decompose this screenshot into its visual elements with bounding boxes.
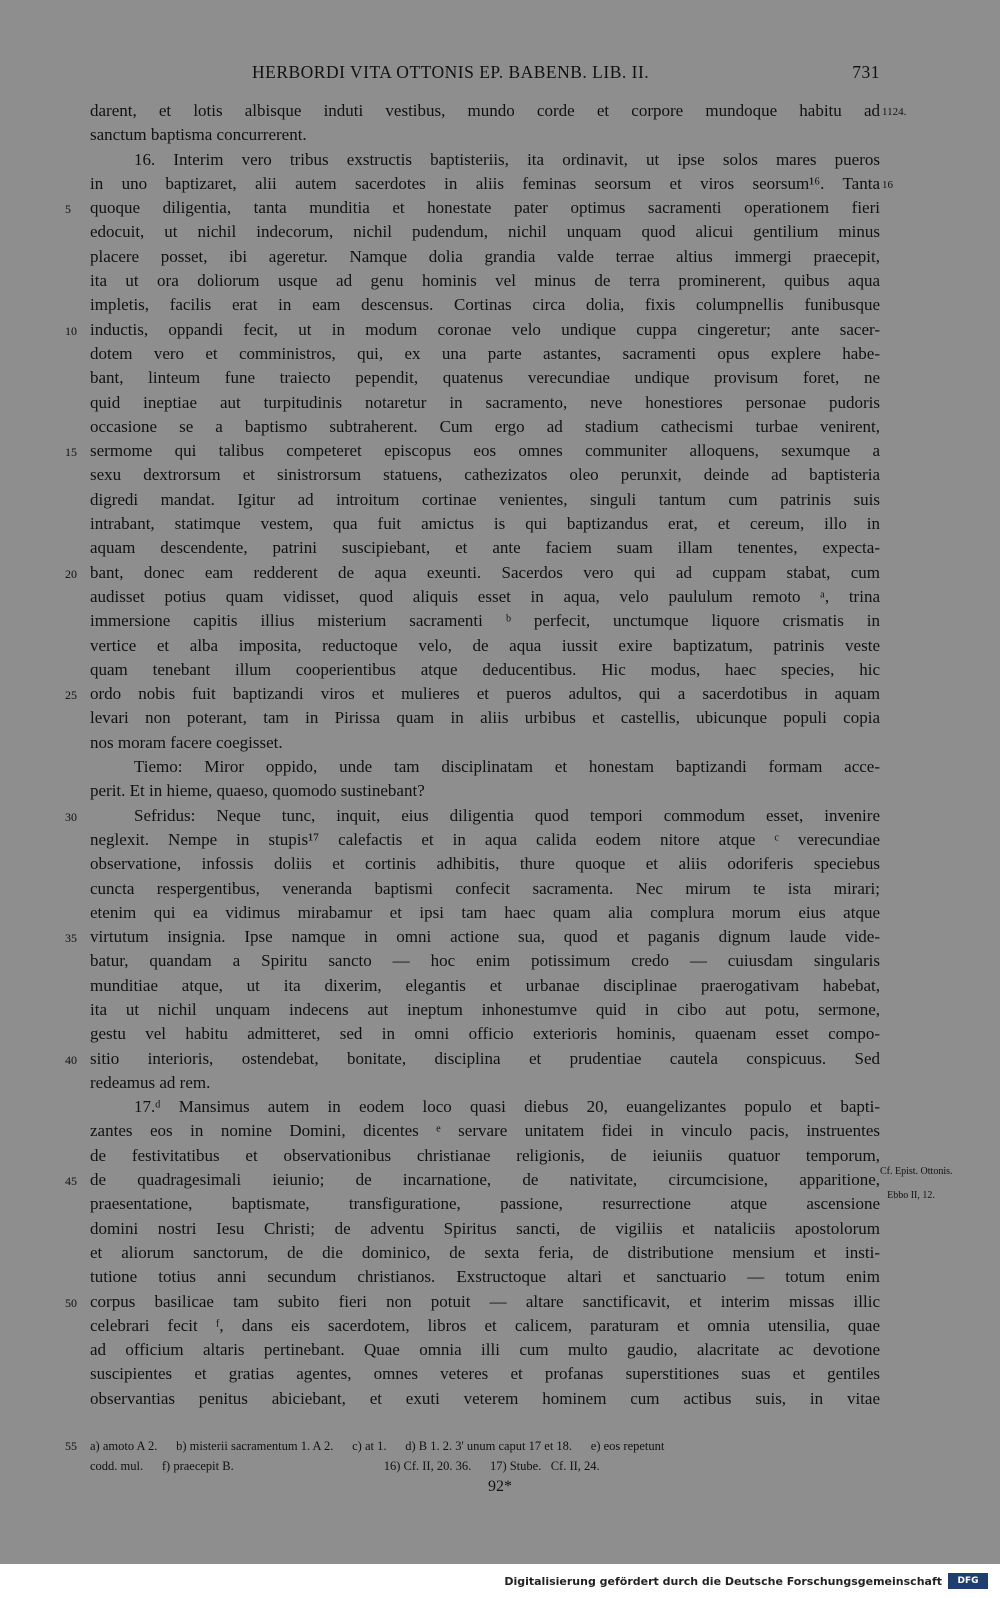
text-line [90, 391, 880, 415]
line-text: Tiemo: Miror oppido, unde tam disciplinatam et honestam baptizandi formam acce- [134, 757, 880, 777]
footnote-text: codd. mul. f) praecepit B. 16) Cf. II, 20. 36. 17) Stube. Cf. II, 24. [90, 1459, 600, 1473]
line-text: zantes eos in nomine Domini, dicentes ᵉ servare unitatem fidei in vinculo pacis, instruentes [90, 1121, 880, 1141]
line-text: ita ut ora doliorum usque ad genu hominis vel minus de terra prominerent, quibus aqua [90, 271, 880, 291]
line-text: de festivitatibus et observationibus christianae religionis, de ieiuniis quatuor temporum, [90, 1145, 880, 1165]
line-text: sermome qui talibus competeret episcopus eos omnes communiter alloquens, sexumque a [90, 441, 880, 461]
text-line [90, 901, 880, 925]
funding-credit: Digitalisierung gefördert durch die Deutsche Forschungsgemeinschaft [504, 1575, 942, 1588]
margin-note: Cf. Epist. Ottonis. [880, 1166, 953, 1178]
line-text: de quadragesimali ieiunio; de incarnatione, de nativitate, circumcisione, apparitione, [90, 1170, 880, 1190]
text-line [90, 877, 880, 901]
text-line [65, 804, 880, 828]
text-line [90, 123, 880, 147]
text-line [65, 318, 880, 342]
line-text: etenim qui ea vidimus mirabamur et ipsi tam haec quam alia complura morum eius atque [90, 902, 880, 922]
running-header [90, 62, 880, 88]
text-line [90, 293, 880, 317]
text-line [65, 1290, 880, 1314]
line-text: et aliorum sanctorum, de die dominico, de sexta feria, de distributione mensium et insti- [90, 1242, 880, 1262]
text-line [90, 342, 880, 366]
line-text: inductis, oppandi fecit, ut in modum coronae velo undique cuppa cingeretur; ante sacer- [90, 319, 880, 339]
line-text: audisset potius quam vidisset, quod aliquis esset in aqua, velo paululum remoto ᵃ, trina [90, 586, 880, 606]
line-text: munditiae atque, ut ita dixerim, elegantis et urbanae disciplinae praerogativam habebat, [90, 975, 880, 995]
text-line [90, 755, 880, 779]
text-line [90, 998, 880, 1022]
line-text: domini nostri Iesu Christi; de adventu Spiritus sancti, de vigiliis et nataliciis apostolorum [90, 1218, 880, 1238]
line-number: 40 [65, 1052, 77, 1067]
margin-note: Ebbo II, 12. [887, 1190, 935, 1202]
text-line [90, 148, 880, 172]
line-text: 16. Interim vero tribus exstructis baptisteriis, ita ordinavit, ut ipse solos mares pueros [134, 149, 880, 169]
text-line [90, 1338, 880, 1362]
line-text: batur, quandam a Spiritu sancto — hoc enim potissimum credo — cuiusdam singularis [90, 951, 880, 971]
line-text: redeamus ad rem. [90, 1072, 211, 1092]
text-line [90, 463, 880, 487]
footnote-text: a) amoto A 2. b) misterii sacramentum 1. A 2. c) at 1. d) B 1. 2. 3' unum caput 17 et 18. e) eos repetunt [90, 1439, 665, 1453]
text-line [90, 706, 880, 730]
text-line [90, 1071, 880, 1095]
line-text: bant, donec eam redderent de aqua exeunti. Sacerdos vero qui ad cuppam stabat, cum [90, 562, 880, 582]
line-text: in uno baptizaret, alii autem sacerdotes in aliis feminas seorsum et viros seorsum¹⁶. Tanta [90, 173, 880, 193]
line-text: occasione se a baptismo subtraherent. Cum ergo ad stadium cathecismi turbae venirent, [90, 416, 880, 436]
line-text: impletis, facilis erat in eam descensus. Cortinas circa dolia, fixis columpnellis funibusque [90, 295, 880, 315]
text-line [90, 1314, 880, 1338]
line-text: Sefridus: Neque tunc, inquit, eius diligentia quod tempori commodum esset, invenire [134, 805, 880, 825]
text-line [90, 512, 880, 536]
text-line [90, 245, 880, 269]
text-line [90, 366, 880, 390]
text-line [90, 172, 893, 196]
line-text: quoque diligentia, tanta munditia et honestate pater optimus sacramenti operationem fieri [90, 198, 880, 218]
text-line [65, 1047, 880, 1071]
line-text: celebrari fecit ᶠ, dans eis sacerdotem, libros et calicem, paraturam et omnia utensilia, quae [90, 1315, 880, 1335]
line-number: 10 [65, 323, 77, 338]
line-text: dotem vero et comministros, qui, ex una parte astantes, sacramenti opus explere habe- [90, 343, 880, 363]
line-text: perit. Et in hieme, quaeso, quomodo sustinebant? [90, 781, 425, 801]
line-text: bant, linteum fune traiecto pependit, quatenus verecundiae undique provisum foret, ne [90, 368, 880, 388]
line-text: ad officium altaris pertinebant. Quae omnia illi cum multo gaudio, alacritate ac devotione [90, 1340, 880, 1360]
line-number: 5 [65, 202, 71, 217]
text-line [90, 634, 880, 658]
line-number: 35 [65, 931, 77, 946]
text-line [90, 1362, 880, 1386]
line-text: 17.ᵈ Mansimus autem in eodem loco quasi diebus 20, euangelizantes populo et bapti- [134, 1097, 880, 1117]
line-text: sitio interioris, ostendebat, bonitate, disciplina et prudentiae cautela conspicuus. Sed [90, 1048, 880, 1068]
text-line [90, 99, 907, 123]
line-text: observantias penitus abiciebant, et exuti veterem hominem cum actibus suis, in vitae [90, 1388, 880, 1408]
line-text: levari non poterant, tam in Pirissa quam in aliis urbibus et castellis, ubicunque populi copia [90, 708, 880, 728]
dfg-logo: DFG [948, 1573, 988, 1589]
text-line [90, 585, 880, 609]
line-number: 50 [65, 1295, 77, 1310]
line-number: 45 [65, 1174, 77, 1189]
line-text: ita ut nichil unquam indecens aut ineptum inhonestumve quid in cibo aut potu, sermone, [90, 999, 880, 1019]
text-line [90, 488, 880, 512]
line-text: digredi mandat. Igitur ad introitum cortinae venientes, singuli tantum cum patrinis suis [90, 489, 880, 509]
line-text: gestu vel habitu admitteret, sed in omni officio exterioris hominis, quaenam esset compo- [90, 1024, 880, 1044]
line-text: ordo nobis fuit baptizandi viros et mulieres et pueros adultos, qui a sacerdotibus in aquam [90, 684, 880, 704]
footnote-line [90, 1456, 880, 1476]
text-line [65, 196, 880, 220]
line-text: sanctum baptisma concurrerent. [90, 125, 307, 145]
text-line [90, 949, 880, 973]
text-line [90, 779, 880, 803]
line-text: tutione totius anni secundum christianos. Exstructoque altari et sanctuario — totum enim [90, 1267, 880, 1287]
text-line [65, 682, 880, 706]
text-line [90, 1022, 880, 1046]
line-number: 25 [65, 688, 77, 703]
page-number: 731 [852, 62, 880, 82]
text-line [90, 1387, 880, 1411]
line-text: aquam descendente, patrini suscipiebant, et ante faciem suam illam tenentes, expecta- [90, 538, 880, 558]
signature-mark: 92* [488, 1478, 512, 1495]
line-text: placere posset, ibi ageretur. Namque dolia grandia valde terrae altius immergi praecepit, [90, 246, 880, 266]
line-number: 55 [65, 1439, 77, 1453]
running-title: HERBORDI VITA OTTONIS EP. BABENB. LIB. II. [252, 62, 650, 82]
footnote-line [65, 1436, 880, 1456]
text-line [90, 609, 880, 633]
text-line [90, 852, 880, 876]
footer-bar [0, 1564, 1000, 1598]
line-text: virtutum insignia. Ipse namque in omni actione sua, quod et paganis dignum laude vide- [90, 927, 880, 947]
line-text: praesentatione, baptismate, transfiguratione, passione, resurrectione atque ascensione [90, 1194, 880, 1214]
text-line [65, 925, 880, 949]
text-line [90, 220, 880, 244]
text-line [90, 536, 880, 560]
footnotes [65, 1436, 880, 1476]
margin-note: 16 [882, 178, 893, 191]
line-number: 30 [65, 809, 77, 824]
text-line [90, 269, 880, 293]
text-line [90, 828, 880, 852]
line-text: observatione, infossis doliis et cortinis adhibitis, thure quoque et aliis odoriferis speciebus [90, 854, 880, 874]
text-line [90, 1265, 880, 1289]
text-line [90, 1217, 880, 1241]
line-text: cuncta respergentibus, veneranda baptismi confecit sacramenta. Nec mirum te ista mirari; [90, 878, 880, 898]
line-text: quid ineptiae aut turpitudinis notaretur in sacramento, neve honestiores personae pudoris [90, 392, 880, 412]
text-line [90, 1144, 880, 1168]
line-text: immersione capitis illius misterium sacramenti ᵇ perfecit, unctumque liquore crismatis in [90, 611, 880, 631]
line-text: quam tenebant illum cooperientibus atque deducentibus. Hic modus, haec species, hic [90, 659, 880, 679]
line-text: neglexit. Nempe in stupis¹⁷ calefactis et in aqua calida eodem nitore atque ᶜ verecundiae [90, 829, 880, 849]
line-text: vertice et alba imposita, reductoque velo, de aqua iussit exire baptizatum, patrinis veste [90, 635, 880, 655]
text-line [65, 1166, 953, 1192]
text-line [90, 731, 880, 755]
line-text: sexu dextrorsum et sinistrorsum statuens, cathezizatos oleo perunxit, deinde ad baptisteria [90, 465, 880, 485]
text-line [90, 974, 880, 998]
line-text: corpus basilicae tam subito fieri non potuit — altare sanctificavit, et interim missas illic [90, 1291, 880, 1311]
text-line [90, 658, 880, 682]
margin-note: 1124. [882, 106, 907, 118]
line-text: nos moram facere coegisset. [90, 732, 283, 752]
main-text [65, 99, 953, 1411]
text-line [65, 439, 880, 463]
line-text: edocuit, ut nichil indecorum, nichil pudendum, nichil unquam quod alicui gentilium minus [90, 222, 880, 242]
line-text: suscipientes et gratias agentes, omnes veteres et profanas superstitiones suas et gentiles [90, 1364, 880, 1384]
line-text: intrabant, statimque vestem, qua fuit amictus is qui baptizandus erat, et cereum, illo in [90, 514, 880, 534]
text-line [65, 561, 880, 585]
text-line [90, 415, 880, 439]
text-line [90, 1095, 880, 1119]
text-line [90, 1119, 880, 1143]
line-text: darent, et lotis albisque induti vestibus, mundo corde et corpore mundoque habitu ad [90, 101, 880, 120]
text-line [90, 1241, 880, 1265]
line-number: 15 [65, 445, 77, 460]
line-number: 20 [65, 566, 77, 581]
text-line [90, 1190, 935, 1216]
